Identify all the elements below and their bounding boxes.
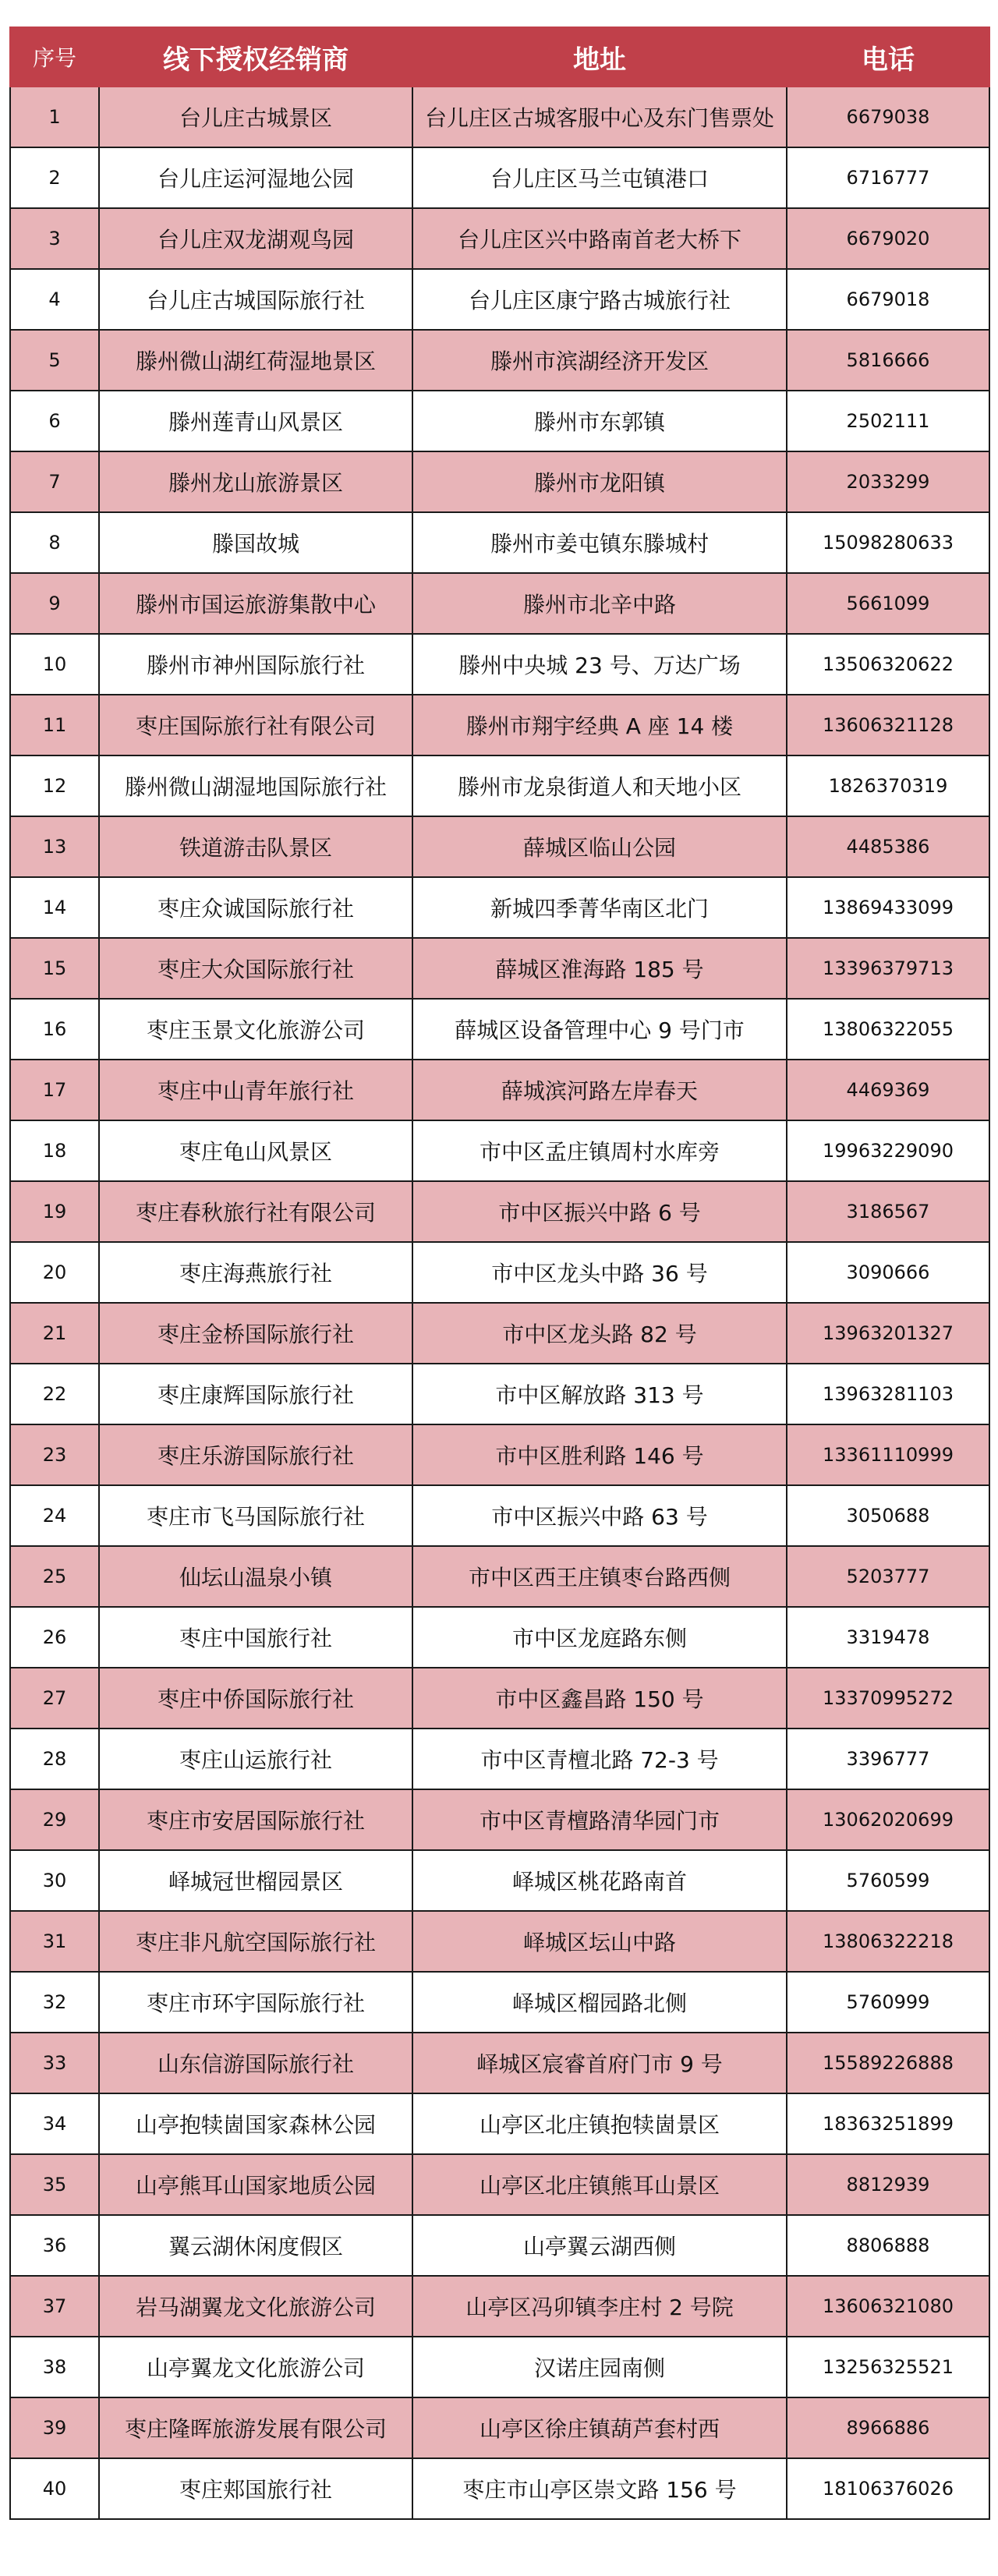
row-phone: 13062020699 [787,1789,989,1850]
row-index: 37 [10,2276,99,2337]
row-dealer: 台儿庄古城国际旅行社 [99,269,412,330]
row-address: 市中区振兴中路 63 号 [412,1485,787,1546]
table-row [10,2397,989,2458]
row-phone: 8966886 [787,2397,989,2458]
row-dealer: 铁道游击队景区 [99,816,412,877]
row-phone: 8806888 [787,2215,989,2276]
row-dealer: 枣庄大众国际旅行社 [99,938,412,999]
row-phone: 2033299 [787,451,989,512]
table-row [10,877,989,938]
row-dealer: 枣庄中侨国际旅行社 [99,1668,412,1729]
table-body [10,87,989,2519]
row-phone: 4485386 [787,816,989,877]
table-row [10,147,989,208]
row-dealer: 滕州市神州国际旅行社 [99,634,412,695]
row-dealer: 枣庄康辉国际旅行社 [99,1364,412,1424]
row-index: 29 [10,1789,99,1850]
row-address: 市中区振兴中路 6 号 [412,1181,787,1242]
row-address: 山亭区冯卯镇李庄村 2 号院 [412,2276,787,2337]
row-dealer: 枣庄市环宇国际旅行社 [99,1972,412,2033]
row-dealer: 滕州微山湖红荷湿地景区 [99,330,412,391]
row-address: 市中区西王庄镇枣台路西侧 [412,1546,787,1607]
row-phone: 5661099 [787,573,989,634]
row-address: 枣庄市山亭区崇文路 156 号 [412,2458,787,2519]
row-phone: 13506320622 [787,634,989,695]
table-row [10,208,989,269]
row-phone: 19963229090 [787,1120,989,1181]
row-dealer: 枣庄山运旅行社 [99,1729,412,1789]
table-row [10,87,989,147]
row-phone: 4469369 [787,1060,989,1120]
table-row [10,938,989,999]
row-address: 山亭区北庄镇抱犊崮景区 [412,2093,787,2154]
row-address: 峄城区榴园路北侧 [412,1972,787,2033]
row-index: 13 [10,816,99,877]
row-dealer: 山亭抱犊崮国家森林公园 [99,2093,412,2154]
table-row [10,391,989,451]
row-dealer: 枣庄市安居国际旅行社 [99,1789,412,1850]
row-index: 10 [10,634,99,695]
row-dealer: 滕州龙山旅游景区 [99,451,412,512]
row-dealer: 枣庄国际旅行社有限公司 [99,695,412,755]
row-address: 滕州市龙阳镇 [412,451,787,512]
row-index: 26 [10,1607,99,1668]
row-index: 23 [10,1424,99,1485]
row-phone: 5203777 [787,1546,989,1607]
row-index: 20 [10,1242,99,1303]
table-row [10,2033,989,2093]
row-dealer: 枣庄中山青年旅行社 [99,1060,412,1120]
table-row [10,269,989,330]
row-index: 28 [10,1729,99,1789]
row-dealer: 山亭翼龙文化旅游公司 [99,2337,412,2397]
row-index: 24 [10,1485,99,1546]
row-address: 山亭区徐庄镇葫芦套村西 [412,2397,787,2458]
row-phone: 3319478 [787,1607,989,1668]
row-address: 台儿庄区兴中路南首老大桥下 [412,208,787,269]
row-phone: 13256325521 [787,2337,989,2397]
row-index: 16 [10,999,99,1060]
dealer-table [9,27,990,2520]
row-index: 1 [10,87,99,147]
table-row [10,999,989,1060]
row-address: 市中区解放路 313 号 [412,1364,787,1424]
table-row [10,1972,989,2033]
table-row [10,2154,989,2215]
table-row [10,1668,989,1729]
table-row [10,1060,989,1120]
row-index: 17 [10,1060,99,1120]
row-index: 2 [10,147,99,208]
row-phone: 13370995272 [787,1668,989,1729]
row-index: 40 [10,2458,99,2519]
row-phone: 3396777 [787,1729,989,1789]
table-row [10,1181,989,1242]
row-address: 薛城滨河路左岸春天 [412,1060,787,1120]
table-row [10,330,989,391]
table-row [10,2458,989,2519]
row-phone: 13806322218 [787,1911,989,1972]
row-address: 峄城区桃花路南首 [412,1850,787,1911]
table-row [10,1911,989,1972]
table-row [10,755,989,816]
row-index: 5 [10,330,99,391]
row-index: 25 [10,1546,99,1607]
row-phone: 13606321080 [787,2276,989,2337]
row-address: 台儿庄区古城客服中心及东门售票处 [412,87,787,147]
row-phone: 3186567 [787,1181,989,1242]
row-phone: 6679020 [787,208,989,269]
row-dealer: 滕州微山湖湿地国际旅行社 [99,755,412,816]
row-phone: 8812939 [787,2154,989,2215]
row-index: 35 [10,2154,99,2215]
row-phone: 18363251899 [787,2093,989,2154]
row-phone: 15098280633 [787,512,989,573]
table-row [10,512,989,573]
header-address: 地址 [412,27,787,87]
table-row [10,1303,989,1364]
row-phone: 3090666 [787,1242,989,1303]
row-phone: 5816666 [787,330,989,391]
row-index: 27 [10,1668,99,1729]
table-row [10,1485,989,1546]
row-address: 滕州市东郭镇 [412,391,787,451]
table-row [10,2337,989,2397]
row-dealer: 枣庄非凡航空国际旅行社 [99,1911,412,1972]
row-dealer: 台儿庄双龙湖观鸟园 [99,208,412,269]
row-address: 滕州市北辛中路 [412,573,787,634]
table-row [10,573,989,634]
header-phone: 电话 [787,27,989,87]
row-dealer: 滕州莲青山风景区 [99,391,412,451]
row-index: 34 [10,2093,99,2154]
row-index: 30 [10,1850,99,1911]
table-row [10,1850,989,1911]
row-dealer: 枣庄中国旅行社 [99,1607,412,1668]
row-index: 19 [10,1181,99,1242]
row-dealer: 枣庄玉景文化旅游公司 [99,999,412,1060]
row-index: 7 [10,451,99,512]
table-row [10,451,989,512]
row-dealer: 枣庄郏国旅行社 [99,2458,412,2519]
row-dealer: 山东信游国际旅行社 [99,2033,412,2093]
row-dealer: 台儿庄运河湿地公园 [99,147,412,208]
row-phone: 13606321128 [787,695,989,755]
table-row [10,1424,989,1485]
table-row [10,2276,989,2337]
row-address: 市中区青檀路清华园门市 [412,1789,787,1850]
row-phone: 6679038 [787,87,989,147]
row-address: 滕州中央城 23 号、万达广场 [412,634,787,695]
row-phone: 13963281103 [787,1364,989,1424]
row-address: 市中区龙头路 82 号 [412,1303,787,1364]
table-row [10,2215,989,2276]
table-row [10,2093,989,2154]
header-index: 序号 [10,27,99,87]
row-address: 市中区龙庭路东侧 [412,1607,787,1668]
row-address: 市中区鑫昌路 150 号 [412,1668,787,1729]
header-row [10,27,989,87]
row-index: 21 [10,1303,99,1364]
row-index: 3 [10,208,99,269]
row-address: 薛城区临山公园 [412,816,787,877]
row-phone: 6716777 [787,147,989,208]
row-address: 滕州市龙泉街道人和天地小区 [412,755,787,816]
table-row [10,695,989,755]
row-address: 滕州市翔宇经典 A 座 14 楼 [412,695,787,755]
row-index: 15 [10,938,99,999]
row-address: 市中区青檀北路 72-3 号 [412,1729,787,1789]
row-dealer: 枣庄龟山风景区 [99,1120,412,1181]
table-header [10,27,989,87]
row-address: 新城四季菁华南区北门 [412,877,787,938]
row-dealer: 枣庄隆晖旅游发展有限公司 [99,2397,412,2458]
row-dealer: 枣庄海燕旅行社 [99,1242,412,1303]
table-row [10,1120,989,1181]
table-row [10,1607,989,1668]
row-index: 31 [10,1911,99,1972]
table-row [10,1364,989,1424]
row-phone: 15589226888 [787,2033,989,2093]
row-address: 山亭翼云湖西侧 [412,2215,787,2276]
row-index: 18 [10,1120,99,1181]
table-row [10,1729,989,1789]
row-address: 峄城区宸睿首府门市 9 号 [412,2033,787,2093]
table-row [10,1546,989,1607]
row-index: 12 [10,755,99,816]
row-address: 市中区孟庄镇周村水库旁 [412,1120,787,1181]
row-address: 台儿庄区康宁路古城旅行社 [412,269,787,330]
row-phone: 13869433099 [787,877,989,938]
row-phone: 5760599 [787,1850,989,1911]
row-index: 11 [10,695,99,755]
row-address: 市中区胜利路 146 号 [412,1424,787,1485]
row-dealer: 峄城冠世榴园景区 [99,1850,412,1911]
row-address: 台儿庄区马兰屯镇港口 [412,147,787,208]
row-dealer: 台儿庄古城景区 [99,87,412,147]
row-address: 山亭区北庄镇熊耳山景区 [412,2154,787,2215]
row-dealer: 仙坛山温泉小镇 [99,1546,412,1607]
row-index: 6 [10,391,99,451]
row-address: 滕州市滨湖经济开发区 [412,330,787,391]
row-index: 36 [10,2215,99,2276]
row-dealer: 岩马湖翼龙文化旅游公司 [99,2276,412,2337]
row-index: 8 [10,512,99,573]
row-address: 市中区龙头中路 36 号 [412,1242,787,1303]
row-dealer: 枣庄春秋旅行社有限公司 [99,1181,412,1242]
row-dealer: 山亭熊耳山国家地质公园 [99,2154,412,2215]
row-address: 薛城区设备管理中心 9 号门市 [412,999,787,1060]
table-row [10,816,989,877]
row-phone: 13396379713 [787,938,989,999]
row-dealer: 翼云湖休闲度假区 [99,2215,412,2276]
row-phone: 13806322055 [787,999,989,1060]
row-phone: 18106376026 [787,2458,989,2519]
row-index: 4 [10,269,99,330]
row-dealer: 滕国故城 [99,512,412,573]
row-index: 39 [10,2397,99,2458]
row-address: 滕州市姜屯镇东滕城村 [412,512,787,573]
row-dealer: 枣庄金桥国际旅行社 [99,1303,412,1364]
row-phone: 5760999 [787,1972,989,2033]
table-row [10,634,989,695]
row-phone: 1826370319 [787,755,989,816]
row-index: 32 [10,1972,99,2033]
row-index: 22 [10,1364,99,1424]
header-dealer: 线下授权经销商 [99,27,412,87]
row-index: 14 [10,877,99,938]
row-dealer: 枣庄市飞马国际旅行社 [99,1485,412,1546]
table-row [10,1242,989,1303]
row-phone: 2502111 [787,391,989,451]
row-index: 33 [10,2033,99,2093]
row-index: 9 [10,573,99,634]
row-phone: 13963201327 [787,1303,989,1364]
row-dealer: 枣庄众诚国际旅行社 [99,877,412,938]
row-phone: 6679018 [787,269,989,330]
row-dealer: 滕州市国运旅游集散中心 [99,573,412,634]
row-phone: 3050688 [787,1485,989,1546]
table-row [10,1789,989,1850]
row-address: 薛城区淮海路 185 号 [412,938,787,999]
row-address: 峄城区坛山中路 [412,1911,787,1972]
row-index: 38 [10,2337,99,2397]
row-dealer: 枣庄乐游国际旅行社 [99,1424,412,1485]
row-phone: 13361110999 [787,1424,989,1485]
row-address: 汉诺庄园南侧 [412,2337,787,2397]
